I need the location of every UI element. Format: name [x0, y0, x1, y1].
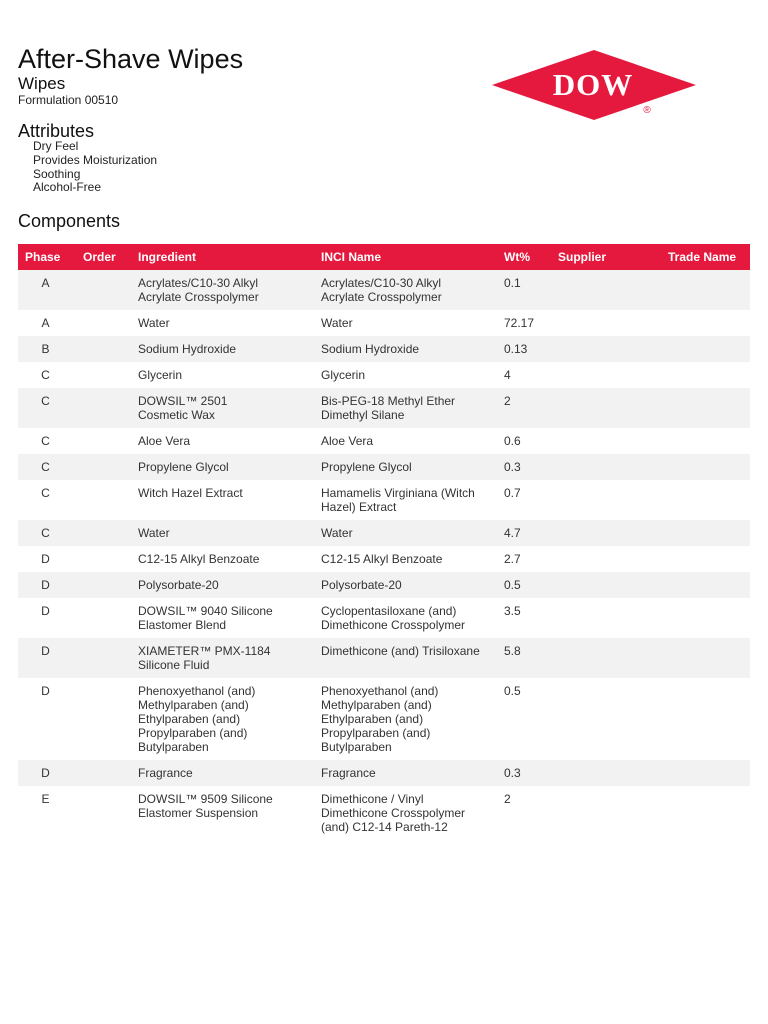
cell-order — [77, 638, 132, 678]
table-row — [18, 638, 750, 678]
cell-inci-name-line: Butylparaben — [321, 740, 392, 754]
cell-wt-percent: 5.8 — [498, 638, 552, 678]
cell-trade-name — [662, 388, 750, 428]
cell-inci-name — [315, 678, 498, 760]
column-header-supplier: Supplier — [552, 244, 662, 270]
table-row — [18, 428, 750, 454]
cell-inci-name-line: Glycerin — [321, 368, 366, 382]
cell-ingredient — [132, 428, 315, 454]
cell-inci-name — [315, 362, 498, 388]
cell-phase: C — [18, 388, 77, 428]
cell-inci-name — [315, 480, 498, 520]
cell-inci-name — [315, 572, 498, 598]
cell-ingredient-line: Propylparaben (and) — [138, 726, 248, 740]
table-row — [18, 480, 750, 520]
cell-ingredient-line: Acrylates/C10-30 Alkyl — [138, 276, 259, 290]
document-title: After-Shave Wipes — [18, 44, 244, 74]
cell-ingredient — [132, 546, 315, 572]
cell-inci-name-line: Ethylparaben (and) — [321, 712, 424, 726]
dow-logo — [492, 50, 696, 120]
cell-inci-name-line: Aloe Vera — [321, 434, 374, 448]
cell-trade-name — [662, 428, 750, 454]
cell-wt-percent: 0.6 — [498, 428, 552, 454]
table-row — [18, 336, 750, 362]
cell-supplier — [552, 786, 662, 840]
table-row — [18, 310, 750, 336]
cell-inci-name-line: Sodium Hydroxide — [321, 342, 420, 356]
cell-supplier — [552, 572, 662, 598]
cell-order — [77, 678, 132, 760]
cell-inci-name — [315, 310, 498, 336]
cell-ingredient-line: Ethylparaben (and) — [138, 712, 241, 726]
cell-trade-name — [662, 572, 750, 598]
cell-order — [77, 362, 132, 388]
cell-ingredient-line: C12-15 Alkyl Benzoate — [138, 552, 260, 566]
cell-ingredient-line: Polysorbate-20 — [138, 578, 219, 592]
column-header-order: Order — [77, 244, 132, 270]
cell-ingredient — [132, 454, 315, 480]
cell-supplier — [552, 336, 662, 362]
dow-logo-text: DOW — [552, 67, 634, 102]
table-row — [18, 678, 750, 760]
cell-phase: C — [18, 428, 77, 454]
cell-order — [77, 454, 132, 480]
document-header — [18, 43, 243, 107]
cell-ingredient-line: DOWSIL™ 9040 Silicone — [138, 604, 273, 618]
table-row — [18, 786, 750, 840]
table-row — [18, 598, 750, 638]
cell-inci-name-line: Dimethicone (and) Trisiloxane — [321, 644, 480, 658]
cell-inci-name-line: Bis-PEG-18 Methyl Ether — [321, 394, 456, 408]
cell-order — [77, 388, 132, 428]
column-header-inci-name: INCI Name — [315, 244, 498, 270]
cell-inci-name-line: Propylene Glycol — [321, 460, 412, 474]
cell-inci-name-line: (and) C12-14 Pareth-12 — [321, 820, 448, 834]
cell-inci-name-line: Cyclopentasiloxane (and) — [321, 604, 457, 618]
cell-phase: D — [18, 678, 77, 760]
cell-order — [77, 546, 132, 572]
cell-ingredient-line: Glycerin — [138, 368, 183, 382]
attribute-item: Soothing — [33, 166, 81, 181]
attributes-heading: Attributes — [18, 121, 95, 141]
cell-trade-name — [662, 454, 750, 480]
cell-inci-name-line: Dimethicone / Vinyl — [321, 792, 424, 806]
cell-ingredient-line: Butylparaben — [138, 740, 209, 754]
cell-inci-name — [315, 388, 498, 428]
cell-trade-name — [662, 760, 750, 786]
cell-inci-name — [315, 454, 498, 480]
cell-wt-percent: 0.1 — [498, 270, 552, 310]
cell-inci-name-line: Water — [321, 316, 353, 330]
components-table-body — [18, 270, 750, 840]
column-header-ingredient: Ingredient — [132, 244, 315, 270]
cell-ingredient-line: Propylene Glycol — [138, 460, 229, 474]
cell-inci-name — [315, 270, 498, 310]
cell-wt-percent: 0.3 — [498, 760, 552, 786]
cell-phase: C — [18, 520, 77, 546]
cell-ingredient — [132, 572, 315, 598]
cell-ingredient — [132, 598, 315, 638]
cell-ingredient-line: Fragrance — [138, 766, 193, 780]
cell-wt-percent: 0.3 — [498, 454, 552, 480]
cell-supplier — [552, 760, 662, 786]
cell-inci-name — [315, 786, 498, 840]
cell-phase: C — [18, 454, 77, 480]
cell-wt-percent: 72.17 — [498, 310, 552, 336]
cell-wt-percent: 0.7 — [498, 480, 552, 520]
table-row — [18, 454, 750, 480]
cell-ingredient-line: Water — [138, 526, 170, 540]
column-header-wt-percent: Wt% — [498, 244, 552, 270]
cell-inci-name — [315, 428, 498, 454]
cell-wt-percent: 0.5 — [498, 572, 552, 598]
table-row — [18, 572, 750, 598]
cell-ingredient-line: Methylparaben (and) — [138, 698, 249, 712]
cell-ingredient-line: Cosmetic Wax — [138, 408, 215, 422]
cell-trade-name — [662, 480, 750, 520]
cell-order — [77, 598, 132, 638]
cell-supplier — [552, 454, 662, 480]
formulation-number: Formulation 00510 — [18, 93, 119, 107]
cell-ingredient — [132, 760, 315, 786]
cell-wt-percent: 2.7 — [498, 546, 552, 572]
cell-supplier — [552, 520, 662, 546]
cell-inci-name-line: Dimethicone Crosspolymer — [321, 806, 466, 820]
cell-order — [77, 760, 132, 786]
cell-inci-name-line: Phenoxyethanol (and) — [321, 684, 439, 698]
cell-trade-name — [662, 310, 750, 336]
cell-inci-name-line: Acrylate Crosspolymer — [321, 290, 442, 304]
cell-inci-name-line: Dimethyl Silane — [321, 408, 405, 422]
cell-phase: C — [18, 362, 77, 388]
cell-inci-name — [315, 638, 498, 678]
components-heading: Components — [18, 211, 121, 231]
cell-ingredient — [132, 270, 315, 310]
cell-phase: D — [18, 572, 77, 598]
cell-ingredient — [132, 678, 315, 760]
cell-ingredient-line: Silicone Fluid — [138, 658, 210, 672]
cell-ingredient — [132, 520, 315, 546]
cell-inci-name — [315, 520, 498, 546]
cell-ingredient-line: Elastomer Blend — [138, 618, 227, 632]
cell-inci-name-line: Hazel) Extract — [321, 500, 397, 514]
cell-ingredient-line: Elastomer Suspension — [138, 806, 259, 820]
cell-ingredient-line: Witch Hazel Extract — [138, 486, 243, 500]
cell-trade-name — [662, 336, 750, 362]
cell-ingredient-line: DOWSIL™ 9509 Silicone — [138, 792, 273, 806]
cell-trade-name — [662, 520, 750, 546]
cell-inci-name-line: Propylparaben (and) — [321, 726, 431, 740]
cell-supplier — [552, 598, 662, 638]
cell-phase: A — [18, 310, 77, 336]
cell-ingredient-line: XIAMETER™ PMX-1184 — [138, 644, 271, 658]
cell-wt-percent: 4.7 — [498, 520, 552, 546]
cell-inci-name-line: Dimethicone Crosspolymer — [321, 618, 466, 632]
column-header-trade-name: Trade Name — [662, 244, 750, 270]
cell-inci-name — [315, 546, 498, 572]
cell-ingredient — [132, 388, 315, 428]
cell-supplier — [552, 480, 662, 520]
cell-supplier — [552, 270, 662, 310]
cell-supplier — [552, 428, 662, 454]
cell-trade-name — [662, 638, 750, 678]
attributes-list — [33, 140, 157, 195]
cell-phase: E — [18, 786, 77, 840]
attribute-item: Provides Moisturization — [33, 152, 158, 167]
cell-order — [77, 786, 132, 840]
cell-inci-name — [315, 598, 498, 638]
cell-wt-percent: 2 — [498, 786, 552, 840]
cell-ingredient — [132, 336, 315, 362]
cell-supplier — [552, 638, 662, 678]
table-row — [18, 388, 750, 428]
table-row — [18, 270, 750, 310]
cell-ingredient-line: Phenoxyethanol (and) — [138, 684, 256, 698]
cell-trade-name — [662, 786, 750, 840]
cell-supplier — [552, 388, 662, 428]
cell-order — [77, 480, 132, 520]
cell-inci-name-line: Hamamelis Virginiana (Witch — [321, 486, 475, 500]
cell-trade-name — [662, 678, 750, 760]
cell-wt-percent: 0.13 — [498, 336, 552, 362]
cell-ingredient — [132, 310, 315, 336]
cell-ingredient-line: Acrylate Crosspolymer — [138, 290, 259, 304]
cell-ingredient-line: DOWSIL™ 2501 — [138, 394, 228, 408]
cell-ingredient-line: Water — [138, 316, 170, 330]
cell-phase: A — [18, 270, 77, 310]
attribute-item: Dry Feel — [33, 139, 79, 153]
cell-inci-name-line: C12-15 Alkyl Benzoate — [321, 552, 443, 566]
cell-phase: D — [18, 546, 77, 572]
document-subtitle: Wipes — [18, 74, 66, 93]
cell-phase: C — [18, 480, 77, 520]
cell-inci-name-line: Polysorbate-20 — [321, 578, 402, 592]
table-row — [18, 520, 750, 546]
cell-trade-name — [662, 362, 750, 388]
table-row — [18, 760, 750, 786]
cell-wt-percent: 3.5 — [498, 598, 552, 638]
cell-ingredient — [132, 480, 315, 520]
cell-supplier — [552, 546, 662, 572]
cell-phase: D — [18, 760, 77, 786]
cell-ingredient — [132, 362, 315, 388]
cell-trade-name — [662, 270, 750, 310]
components-table — [18, 244, 750, 840]
cell-ingredient — [132, 786, 315, 840]
table-row — [18, 546, 750, 572]
cell-order — [77, 520, 132, 546]
cell-inci-name-line: Water — [321, 526, 353, 540]
cell-order — [77, 572, 132, 598]
dow-logo-registered-mark: ® — [643, 105, 651, 116]
cell-wt-percent: 4 — [498, 362, 552, 388]
cell-ingredient — [132, 638, 315, 678]
cell-supplier — [552, 678, 662, 760]
cell-ingredient-line: Sodium Hydroxide — [138, 342, 237, 356]
cell-supplier — [552, 310, 662, 336]
column-header-phase: Phase — [18, 244, 77, 270]
cell-phase: D — [18, 598, 77, 638]
cell-inci-name-line: Acrylates/C10-30 Alkyl — [321, 276, 442, 290]
cell-wt-percent: 2 — [498, 388, 552, 428]
cell-ingredient-line: Aloe Vera — [138, 434, 191, 448]
cell-inci-name-line: Fragrance — [321, 766, 376, 780]
cell-inci-name-line: Methylparaben (and) — [321, 698, 432, 712]
cell-phase: D — [18, 638, 77, 678]
cell-inci-name — [315, 336, 498, 362]
attribute-item: Alcohol-Free — [33, 180, 102, 195]
cell-order — [77, 336, 132, 362]
cell-phase: B — [18, 336, 77, 362]
cell-trade-name — [662, 598, 750, 638]
cell-order — [77, 428, 132, 454]
table-row — [18, 362, 750, 388]
cell-wt-percent: 0.5 — [498, 678, 552, 760]
cell-supplier — [552, 362, 662, 388]
cell-trade-name — [662, 546, 750, 572]
cell-order — [77, 310, 132, 336]
cell-order — [77, 270, 132, 310]
components-header-row — [18, 244, 750, 270]
cell-inci-name — [315, 760, 498, 786]
